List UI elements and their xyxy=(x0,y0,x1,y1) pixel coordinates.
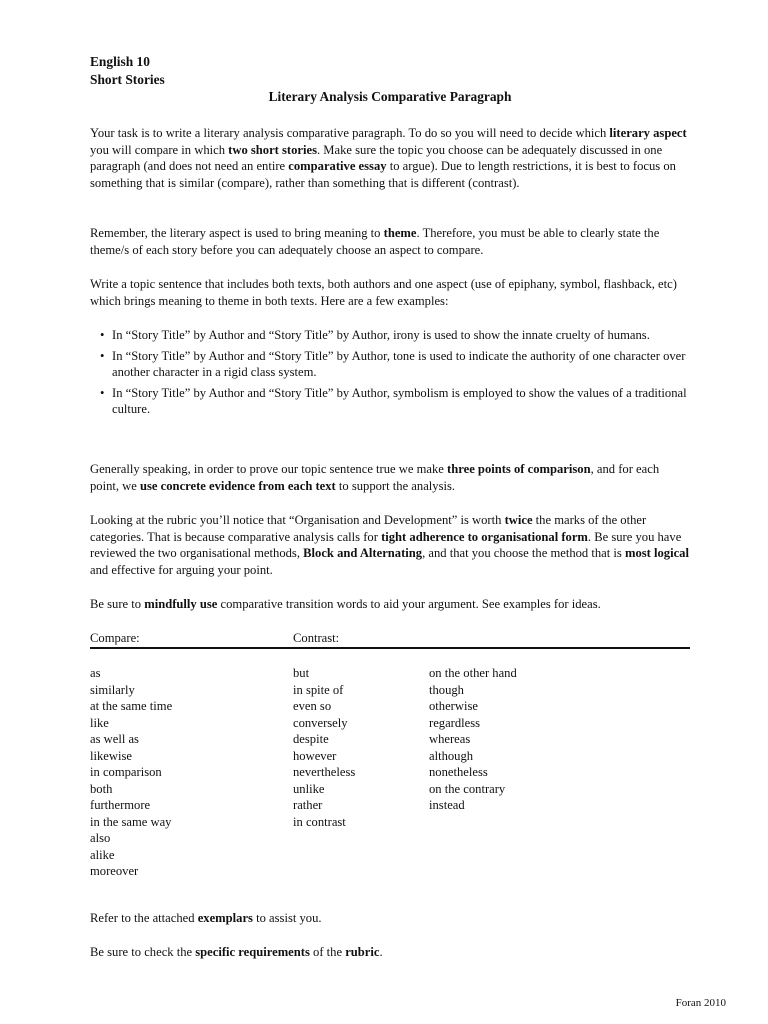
text: Your task is to write a literary analysis comparative paragraph. To do so you will need to decide which xyxy=(90,126,610,140)
compare-column-header: Compare: xyxy=(90,631,140,645)
bold-text: comparative essay xyxy=(288,159,387,174)
paragraph-theme xyxy=(90,225,690,258)
contrast-column-header: Contrast: xyxy=(293,631,340,645)
bold-text: three points of comparison xyxy=(447,462,591,476)
bold-text: literary aspect xyxy=(609,126,687,140)
text: Refer to the attached xyxy=(90,911,198,925)
list-item: regardless xyxy=(429,715,481,730)
list-item: even so xyxy=(293,699,332,713)
page-title: Literary Analysis Comparative Paragraph xyxy=(268,89,512,104)
list-item xyxy=(90,385,690,418)
list-item: whereas xyxy=(429,732,471,746)
bold-text: two short stories xyxy=(228,142,317,157)
list-item: moreover xyxy=(90,864,139,878)
list-item-text: In “Story Title” by Author and “Story Title” by Author, symbolism is employed to show the values of a traditional culture. xyxy=(112,385,687,417)
bold-text: mindfully use xyxy=(144,597,218,611)
list-item: likewise xyxy=(90,748,132,763)
list-item: however xyxy=(293,748,337,763)
paragraph-rubric xyxy=(90,512,690,578)
contrast-word-list-1 xyxy=(293,665,355,830)
text: , and that you choose the method that is xyxy=(422,546,625,561)
text: Looking at the rubric you’ll notice that “Organisation and Development” is worth xyxy=(90,513,505,527)
list-item: alike xyxy=(90,847,115,862)
footer-credit: Foran 2010 xyxy=(675,997,726,1009)
list-item: also xyxy=(90,831,111,845)
text: . xyxy=(379,945,383,959)
list-item: in spite of xyxy=(293,682,344,697)
list-item: like xyxy=(90,715,109,730)
list-item: in comparison xyxy=(90,765,162,779)
paragraph-transition-words xyxy=(90,596,690,613)
bold-text: twice xyxy=(504,513,533,527)
list-item: furthermore xyxy=(90,798,151,812)
text: you will compare in which xyxy=(90,142,229,157)
list-item: despite xyxy=(293,732,329,746)
list-item: but xyxy=(293,666,310,680)
text: Be sure to check the xyxy=(90,945,196,959)
bullet-icon: • xyxy=(100,348,105,363)
bold-text: Block and Alternating xyxy=(303,546,423,561)
bold-text: use concrete evidence from each text xyxy=(140,478,336,493)
text: to argue). Due to length restrictions, it is best to focus on something that is similar (compare), rather than something that is different (contrast). xyxy=(90,159,676,190)
text: to support the analysis. xyxy=(335,478,456,493)
paragraph-requirements xyxy=(90,944,690,961)
list-item: at the same time xyxy=(90,699,173,713)
compare-word-list xyxy=(90,665,172,880)
list-item: conversely xyxy=(293,715,348,730)
paragraph-task xyxy=(90,125,690,191)
list-item: as well as xyxy=(90,732,139,746)
list-item: on the other hand xyxy=(429,666,517,680)
list-item-text: In “Story Title” by Author and “Story Title” by Author, tone is used to indicate the authority of one character over another character in a rigid class system. xyxy=(112,348,686,380)
list-item: otherwise xyxy=(429,699,478,713)
paragraph-points-of-comparison xyxy=(90,461,690,494)
text: , and for each point, we xyxy=(90,462,660,493)
list-item xyxy=(90,348,690,381)
list-item: although xyxy=(429,748,474,763)
list-item: nonetheless xyxy=(429,765,488,779)
example-list xyxy=(90,327,690,422)
text: . Therefore, you must be able to clearly state the theme/s of each story before you can adequately choose an aspect to compare. xyxy=(90,226,660,257)
text: comparative transition words to aid your argument. See examples for ideas. xyxy=(217,597,601,611)
bold-text: theme xyxy=(383,226,417,240)
list-item: unlike xyxy=(293,781,325,796)
paragraph-topic-sentence xyxy=(90,276,690,309)
list-item: in contrast xyxy=(293,814,346,829)
list-item xyxy=(90,327,690,344)
list-item: instead xyxy=(429,798,465,812)
text: . Make sure the topic you choose can be adequately discussed in one paragraph (and does not need an entire xyxy=(90,142,663,174)
bold-text: specific requirements xyxy=(195,945,310,959)
table-header-rule xyxy=(90,647,690,649)
text: Generally speaking, in order to prove our topic sentence true we make xyxy=(90,462,448,476)
list-item: though xyxy=(429,682,464,697)
text: Remember, the literary aspect is used to bring meaning to xyxy=(90,226,384,240)
list-item: as xyxy=(90,666,101,680)
text: . Be sure you have reviewed the two organisational methods, xyxy=(90,529,682,561)
text: and effective for arguing your point. xyxy=(90,562,273,577)
course-heading: English 10 xyxy=(90,54,150,69)
list-item: on the contrary xyxy=(429,781,506,796)
bold-text: tight adherence to organisational form xyxy=(381,529,588,544)
bold-text: most logical xyxy=(624,546,689,561)
list-item-text: In “Story Title” by Author and “Story Title” by Author, irony is used to show the innate cruelty of humans. xyxy=(112,328,650,342)
bold-text: rubric xyxy=(345,945,380,959)
text: to assist you. xyxy=(252,911,322,925)
list-item: in the same way xyxy=(90,814,172,829)
list-item: both xyxy=(90,781,113,796)
unit-heading: Short Stories xyxy=(90,72,165,87)
list-item: nevertheless xyxy=(293,765,356,779)
bullet-icon: • xyxy=(100,328,105,342)
paragraph-exemplars xyxy=(90,910,690,927)
text: of the xyxy=(309,945,346,959)
text: the marks of the other categories. That is because comparative analysis calls for xyxy=(90,513,647,544)
list-item: similarly xyxy=(90,682,135,697)
text: Write a topic sentence that includes both texts, both authors and one aspect (use of epiphany, symbol, flashback, etc) which brings meaning to theme in both texts. Here are a few examples: xyxy=(90,277,677,308)
bullet-icon: • xyxy=(100,385,105,400)
contrast-word-list-2 xyxy=(429,665,517,814)
text: Be sure to xyxy=(90,597,145,611)
bold-text: exemplars xyxy=(197,911,253,925)
list-item: rather xyxy=(293,798,323,812)
